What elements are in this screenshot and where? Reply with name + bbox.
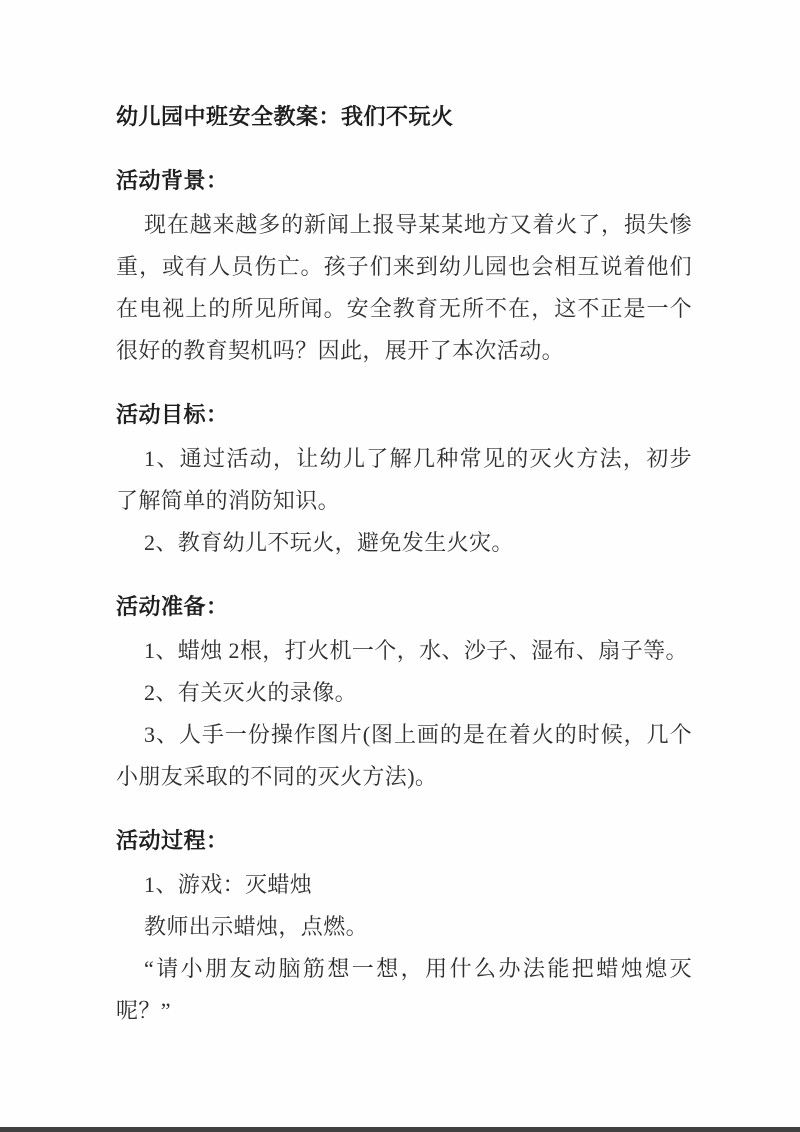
paragraph: 1、通过活动，让幼儿了解几种常见的灭火方法，初步了解简单的消防知识。 bbox=[116, 446, 692, 513]
section-process bbox=[116, 820, 692, 1032]
section-heading-goals: 活动目标： bbox=[116, 402, 229, 427]
section-goals bbox=[116, 394, 692, 564]
section-heading-background: 活动背景： bbox=[116, 168, 229, 193]
paragraph: 1、蜡烛 2根，打火机一个，水、沙子、湿布、扇子等。 bbox=[144, 638, 688, 663]
paragraph: 2、有关灭火的录像。 bbox=[144, 680, 358, 705]
paragraph: 教师出示蜡烛，点燃。 bbox=[144, 914, 369, 939]
paragraph: 2、教育幼儿不玩火，避免发生火灾。 bbox=[144, 530, 514, 555]
paragraph: 3、人手一份操作图片(图上画的是在着火的时候，几个小朋友采取的不同的灭火方法)。 bbox=[116, 722, 692, 789]
photo-bottom-edge bbox=[0, 1127, 800, 1132]
paragraph: “请小朋友动脑筋想一想，用什么办法能把蜡烛熄灭呢？” bbox=[116, 956, 692, 1023]
section-heading-preparation: 活动准备： bbox=[116, 594, 229, 619]
paragraph: 现在越来越多的新闻上报导某某地方又着火了，损失惨重，或有人员伤亡。孩子们来到幼儿园也会相互说着他们在电视上的所见所闻。安全教育无所不在，这不正是一个很好的教育契机吗？因此，展开了本次活动。 bbox=[116, 212, 692, 363]
document-content bbox=[116, 96, 692, 1032]
section-background bbox=[116, 160, 692, 372]
document-title: 幼儿园中班安全教案：我们不玩火 bbox=[116, 104, 454, 129]
paragraph: 1、游戏：灭蜡烛 bbox=[144, 872, 313, 897]
section-preparation bbox=[116, 586, 692, 798]
section-heading-process: 活动过程： bbox=[116, 828, 229, 853]
